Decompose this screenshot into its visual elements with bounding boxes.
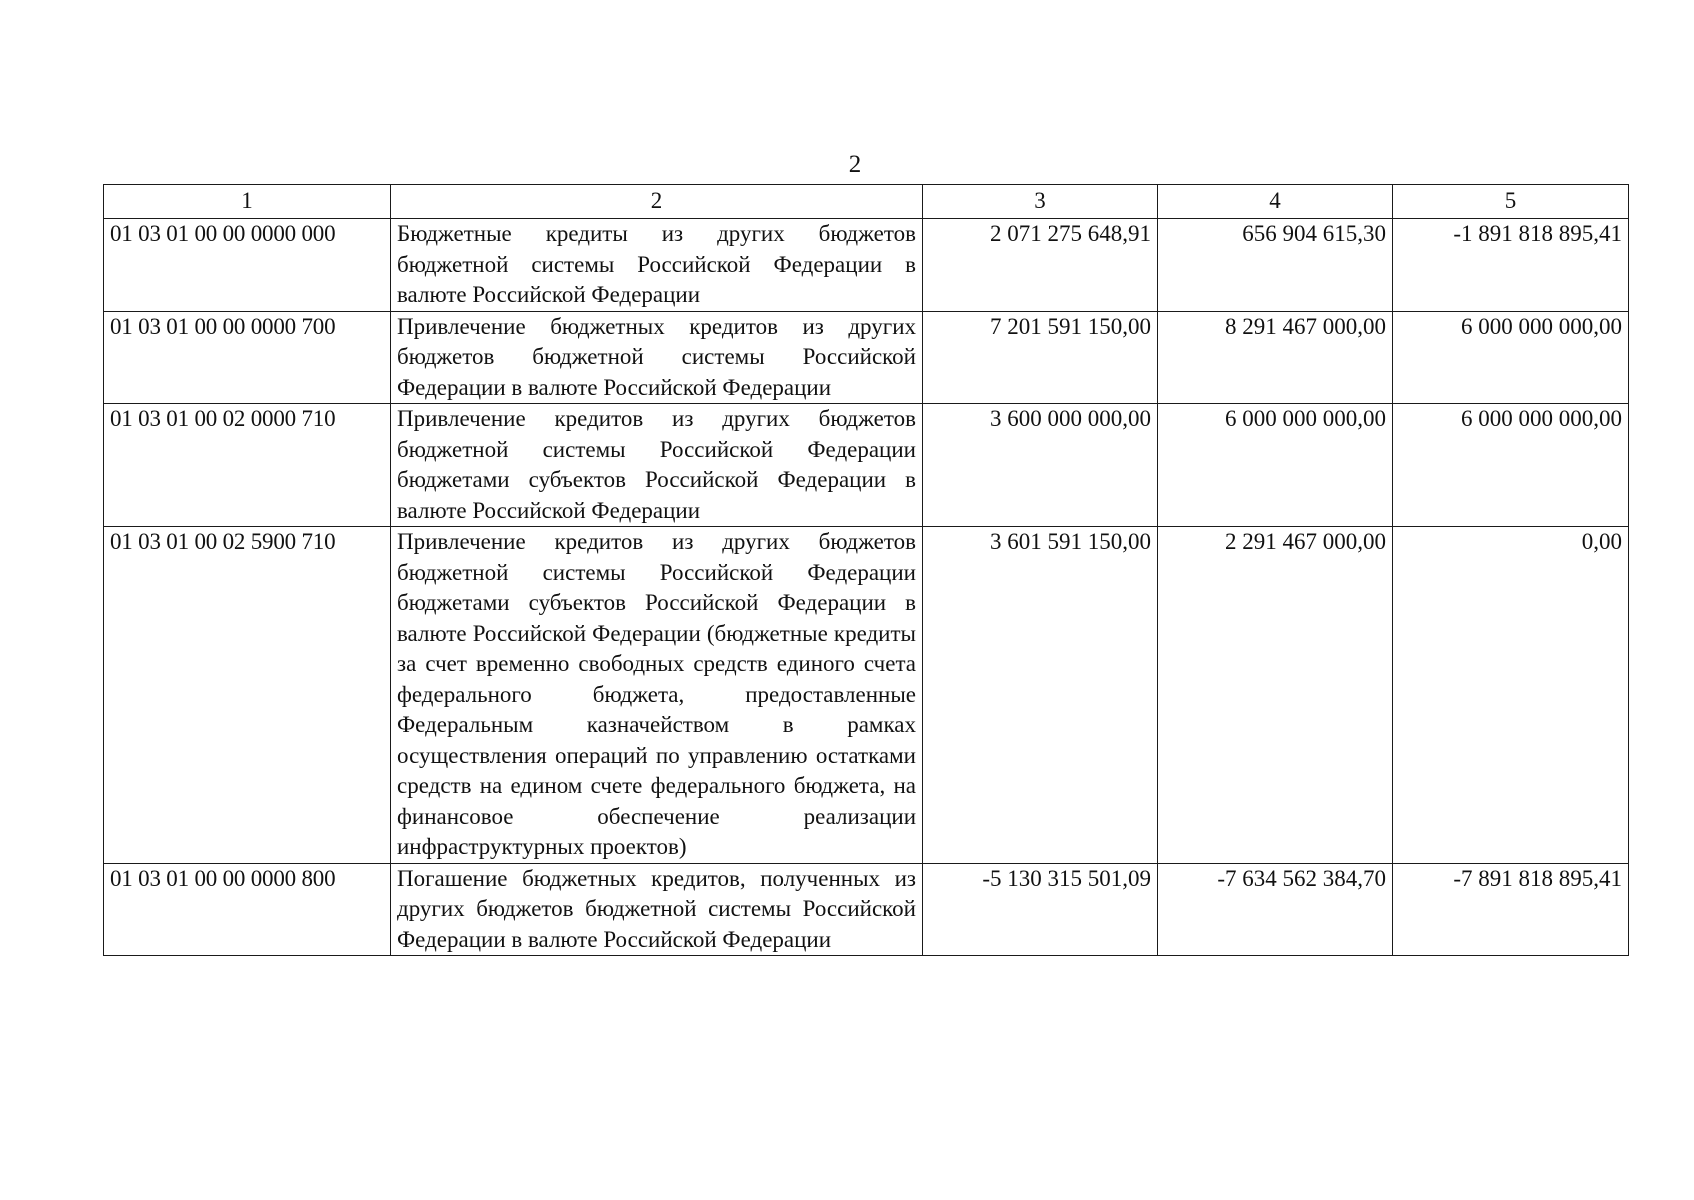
row-value-col5: 0,00 bbox=[1393, 527, 1629, 864]
row-description: Бюджетные кредиты из других бюджетов бюджетной системы Российской Федерации в валюте Российской Федерации bbox=[391, 219, 923, 312]
table-header-row bbox=[104, 185, 1629, 219]
row-code: 01 03 01 00 00 0000 000 bbox=[104, 219, 391, 312]
row-description: Привлечение кредитов из других бюджетов бюджетной системы Российской Федерации бюджетами субъектов Российской Федерации в валюте Российской Федерации (бюджетные кредиты за счет временно свободных средств единого счета федерального бюджета, предоставленные Федеральным казначейством в рамках осуществления операций по управлению остатками средств на едином счете федерального бюджета, на финансовое обеспечение реализации инфраструктурных проектов) bbox=[391, 527, 923, 864]
column-header-2: 2 bbox=[391, 185, 923, 219]
row-value-col4: 656 904 615,30 bbox=[1158, 219, 1393, 312]
row-description: Погашение бюджетных кредитов, полученных из других бюджетов бюджетной системы Российской Федерации в валюте Российской Федерации bbox=[391, 863, 923, 956]
row-value-col4: -7 634 562 384,70 bbox=[1158, 863, 1393, 956]
row-code: 01 03 01 00 02 0000 710 bbox=[104, 404, 391, 527]
column-header-3: 3 bbox=[923, 185, 1158, 219]
column-header-1: 1 bbox=[104, 185, 391, 219]
row-value-col5: 6 000 000 000,00 bbox=[1393, 404, 1629, 527]
row-value-col3: 7 201 591 150,00 bbox=[923, 311, 1158, 404]
table-row bbox=[104, 219, 1629, 312]
row-value-col3: 3 601 591 150,00 bbox=[923, 527, 1158, 864]
column-header-5: 5 bbox=[1393, 185, 1629, 219]
row-value-col3: 2 071 275 648,91 bbox=[923, 219, 1158, 312]
table-row bbox=[104, 527, 1629, 864]
page-number: 2 bbox=[848, 151, 862, 178]
row-value-col3: 3 600 000 000,00 bbox=[923, 404, 1158, 527]
row-value-col5: -7 891 818 895,41 bbox=[1393, 863, 1629, 956]
column-header-4: 4 bbox=[1158, 185, 1393, 219]
table-row bbox=[104, 311, 1629, 404]
row-value-col5: -1 891 818 895,41 bbox=[1393, 219, 1629, 312]
budget-sources-table bbox=[103, 184, 1629, 956]
row-code: 01 03 01 00 00 0000 800 bbox=[104, 863, 391, 956]
row-code: 01 03 01 00 02 5900 710 bbox=[104, 527, 391, 864]
table-row bbox=[104, 863, 1629, 956]
row-description: Привлечение бюджетных кредитов из других бюджетов бюджетной системы Российской Федерации в валюте Российской Федерации bbox=[391, 311, 923, 404]
row-value-col4: 6 000 000 000,00 bbox=[1158, 404, 1393, 527]
row-value-col5: 6 000 000 000,00 bbox=[1393, 311, 1629, 404]
row-value-col3: -5 130 315 501,09 bbox=[923, 863, 1158, 956]
row-value-col4: 2 291 467 000,00 bbox=[1158, 527, 1393, 864]
row-description: Привлечение кредитов из других бюджетов бюджетной системы Российской Федерации бюджетами субъектов Российской Федерации в валюте Российской Федерации bbox=[391, 404, 923, 527]
table-row bbox=[104, 404, 1629, 527]
row-code: 01 03 01 00 00 0000 700 bbox=[104, 311, 391, 404]
row-value-col4: 8 291 467 000,00 bbox=[1158, 311, 1393, 404]
